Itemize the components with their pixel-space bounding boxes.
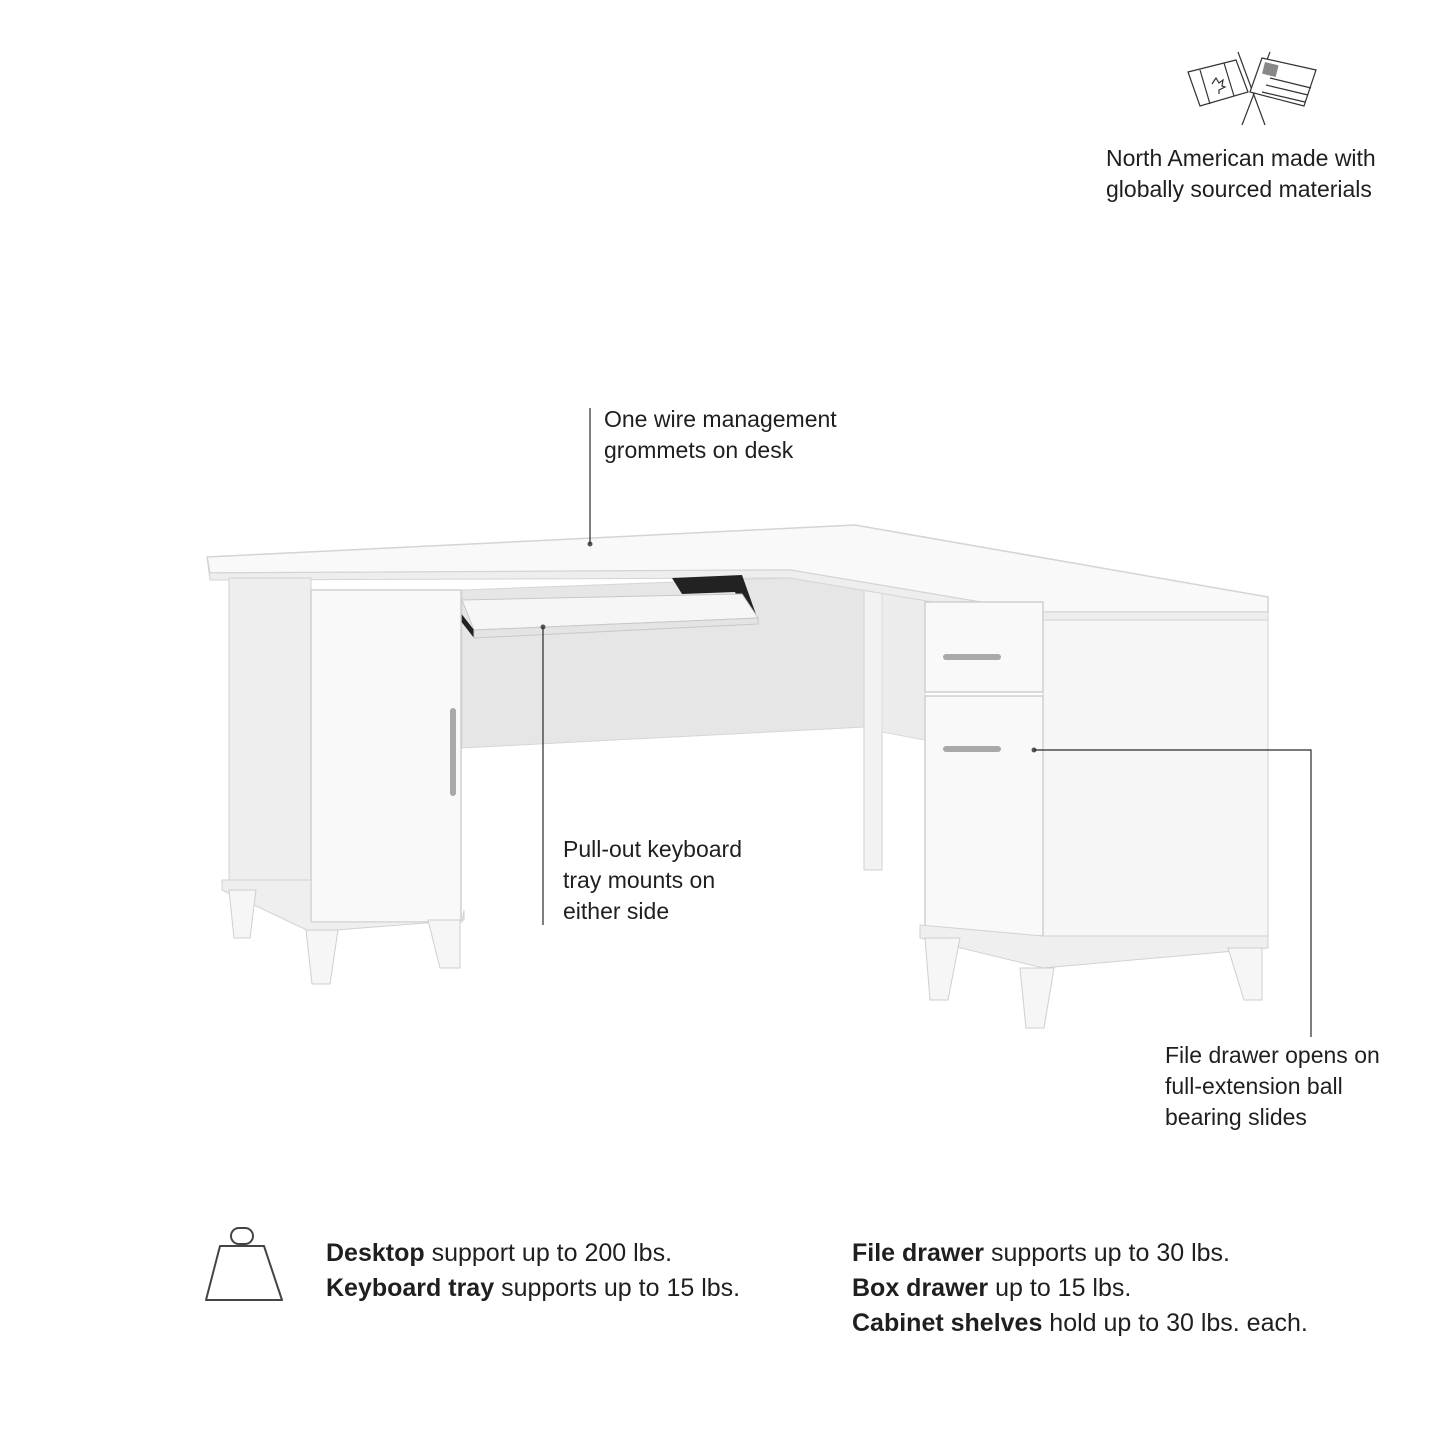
grommet-callout xyxy=(604,404,837,466)
keyboard-callout-line-2: tray mounts on xyxy=(563,867,716,893)
spec-cabinet-shelves xyxy=(852,1306,1308,1341)
weight-specs-right xyxy=(852,1236,1308,1341)
origin-line-1: North American made with xyxy=(1106,145,1376,171)
cabinet-door xyxy=(311,590,461,922)
file-drawer-callout-line-3: bearing slides xyxy=(1165,1104,1307,1130)
file-drawer-handle xyxy=(943,746,1001,752)
keyboard-callout xyxy=(563,834,742,927)
left-leg-back xyxy=(229,890,256,938)
spec-cabinet-shelves-value: hold up to 30 lbs. each. xyxy=(1042,1309,1308,1337)
keyboard-callout-line-3: either side xyxy=(563,898,670,924)
spec-keyboard-tray-label: Keyboard tray xyxy=(326,1274,495,1302)
spec-box-drawer-label: Box drawer xyxy=(852,1274,989,1302)
spec-cabinet-shelves-label: Cabinet shelves xyxy=(852,1309,1043,1337)
box-drawer xyxy=(925,602,1043,692)
spec-keyboard-tray xyxy=(326,1271,740,1306)
spec-file-drawer-label: File drawer xyxy=(852,1239,984,1267)
weight-specs-left xyxy=(326,1236,740,1306)
file-drawer-callout xyxy=(1165,1040,1380,1133)
keyboard-callout-line-1: Pull-out keyboard xyxy=(563,836,742,862)
spec-box-drawer xyxy=(852,1271,1308,1306)
origin-statement xyxy=(1106,143,1376,205)
spec-desktop xyxy=(326,1236,740,1271)
left-pedestal-side xyxy=(229,578,311,880)
support-leg xyxy=(864,585,882,870)
spec-keyboard-tray-value: supports up to 15 lbs. xyxy=(494,1274,741,1302)
return-inner-panel xyxy=(882,590,925,740)
spec-desktop-value: support up to 200 lbs. xyxy=(424,1239,673,1267)
cabinet-door-handle xyxy=(450,708,456,796)
right-leg-front-right xyxy=(1020,968,1054,1028)
right-pedestal-side xyxy=(1043,620,1268,938)
spec-file-drawer xyxy=(852,1236,1308,1271)
grommet-callout-line-1: One wire management xyxy=(604,406,837,432)
spec-box-drawer-value: up to 15 lbs. xyxy=(988,1274,1132,1302)
origin-line-2: globally sourced materials xyxy=(1106,176,1372,202)
file-drawer-callout-line-1: File drawer opens on xyxy=(1165,1042,1380,1068)
file-drawer xyxy=(925,696,1043,936)
spec-desktop-label: Desktop xyxy=(326,1239,425,1267)
left-leg-front-right xyxy=(428,920,460,968)
file-drawer-callout-line-2: full-extension ball xyxy=(1165,1073,1343,1099)
right-leg-back xyxy=(1228,948,1262,1000)
grommet-callout-line-2: grommets on desk xyxy=(604,437,794,463)
right-leg-front-left xyxy=(925,938,960,1000)
spec-file-drawer-value: supports up to 30 lbs. xyxy=(984,1239,1230,1267)
left-leg-front-left xyxy=(306,930,338,984)
box-drawer-handle xyxy=(943,654,1001,660)
